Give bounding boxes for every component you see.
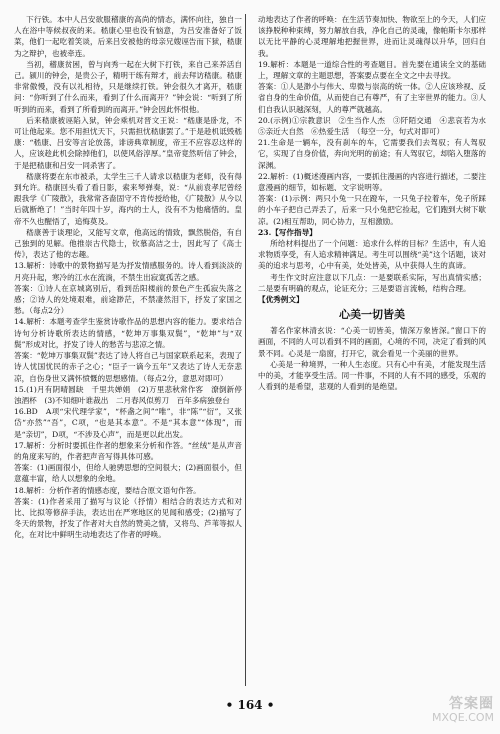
answer-item: 13.解析：诗歌中的景物描写是为抒发情感服务的。诗人看到淡淡的月亮升起，寒冷的江水在流淌，不禁生出寂寞孤苦之感。: [14, 261, 242, 282]
writing-guide-heading: 23.【写作指导】: [258, 227, 317, 237]
paragraph: 心美是一种境界，一种人生态度。只有心中有美，才能发现生活中的美，才能享受生活。同一件事，不同的人有不同的感受，乐观的人看到的是希望，悲观的人看到的是绝望。: [258, 359, 486, 392]
answer-item: 答案：(1)示例：两只小兔一只在蹬车，一只兔子拉着车，兔子所踩的小车子把自己弄丢了，后来一只小兔把它捡起，它们跑到大树下歇凉。(2)相互帮助，同心协力，互相激励。: [258, 194, 486, 226]
left-column: [14, 14, 242, 690]
watermark-logo: [408, 698, 494, 728]
answer-item: 14.解析：本题考查学生鉴赏诗歌作品的思想内容的能力。要求结合诗句分析诗歌所表达的情感，“乾坤万事集双鬓”，“乾坤”与“双鬓”形成对比，抒发了诗人的愁苦与悲凉之情。: [14, 317, 242, 349]
paragraph: 考生作文时应注意以下几点：一是要联系实际，写出真情实感；二是要有明确的观点，论证充分；三是要语言流畅，结构合理。: [258, 272, 486, 293]
answer-item: 15.(1)月有阴晴圆缺 千里共婵娟 (2)万里悲秋常作客 潦倒新停浊酒杯 (3)不知细叶谁裁出 二月春风似剪刀 百年多病独登台: [14, 384, 242, 405]
answer-item: 答案：“乾坤万事集双鬓”表达了诗人将自己与国家联系起来，表现了诗人忧国忧民的赤子之心；“臣子一谪今五年”又表达了诗人无奈悲凉，自伤身世又满怀愤慨的思想感情。（每点2分，意思对即可）: [14, 351, 242, 383]
paragraph: 当初，稽康贫困，曾与向秀一起在大树下打铁，来自己来养活自己。颍川的钟会，是贵公子，精明干练有辩才，前去拜访嵇康。嵇康非常傲慢，没有以礼相待，只是继续打铁。钟会很久才离开，嵇康问：“你听到了什么而来，看到了什么而离开？”钟会说：“听到了所听到的而来，看到了所看到的而离开。”钟会因此怀恨他。: [14, 59, 242, 114]
answer-item: 20.(示例)①宗教意识 ②生当作人杰 ③阡陌交通 ④悲哀若为水 ⑤亲近大自然 ⑥热爱生活 （每空一分，句式对即可）: [258, 115, 486, 137]
watermark-line1: 答案圈: [449, 696, 494, 712]
answer-item: 17.解析：分析时要抓住作者的想象来分析和作答。“丝绒”是从声音的角度来写的，作者把声音写得具体可感。: [14, 440, 242, 461]
sample-essay-heading: 【优秀例文】: [258, 295, 304, 305]
paragraph: 所给材料提出了一个问题：追求什么样的目标？生活中，有人追求物质享受，有人追求精神满足。考生可以围绕“美”这个话题，谈对美的追求与思考，心中有美，处处皆美，从中获得人生的真谛。: [258, 239, 486, 271]
answer-item: 答案：(1)画面很小，但给人驰骋思想的空间很大；(2)画面很小，但意蕴丰富，给人以想象的余地。: [14, 463, 242, 484]
paragraph: 动地表达了作者的呼唤：在生活节奏加快、物欲至上的今天，人们应该挣脱种种束缚，努力解放自我，净化自己的灵魂，像帕斯卡尔那样以无比平静的心灵理解地把握世界，进而让灵魂得以升华，回归自我。: [258, 15, 486, 58]
answer-item: 答案：(1)作者采用了描写与议论（抒情）相结合的表达方式和对比、比拟等修辞手法，表达出在严寒地区的见闻和感受；(2)描写了冬天的景物，抒发了作者对大自然的赞美之情，又将鸟、芦苇等拟人化，在对比中鲜明生动地表达了作者的呼唤。: [14, 496, 242, 540]
column-divider: [245, 14, 246, 686]
answer-item: 答案：①诗人在京城离别后，看到岳阳楼前的景色产生孤寂失落之感；②诗人的处境艰难，前途渺茫，不禁凄然泪下，抒发了家国之愁。（每点2分）: [14, 283, 242, 316]
page-number: • 164 •: [225, 698, 275, 712]
paragraph: 下行铁。本中人吕安欲服稽康的高尚的情态，满怀向往，独自一人在浴中等候叔夜的来。嵇康心里也没有恼意，为吕安准备好了饭菜，他们一起吃着笑谈，后来吕安被他的母亲兄嫂诬告而下狱，嵇康为之辩护，也被牵连。: [14, 15, 242, 58]
essay-title: 心美一切皆美: [339, 308, 405, 322]
paragraph: 嵇康将要在东市被杀，太学生三千人请求以嵇康为老师，没有得到允许。嵇康回头看了看日影，索来琴弹奏，说：“从前袁孝尼曾经跟我学《广陵散》，我常常吝啬固守不肯传授给他，《广陵散》从今以后就断绝了！”当时年四十岁，海内的士人，没有不为他痛惜的。皇帝不久也醒悟了，追悔莫及。: [14, 171, 242, 226]
paragraph: 后来嵇康被诬陷入狱，钟会乘机对晋文王说：“嵇康是卧龙，不可让他起来。您不用担忧天下，只需担忧嵇康罢了。”于是趁机诋毁嵇康：“嵇康、吕安等言论放荡，诽谤典章制度，帝王不应容忍这样的人，应该趁此机会除掉他们，以使风俗淳厚。”皇帝竟然听信了钟会，于是把嵇康和吕安一同杀害了。: [14, 115, 242, 170]
answer-item: 18.解析：分析作者的情感态度，要结合原文语句作答。: [14, 485, 201, 495]
answer-item: 16.BD A项“宋代理学家”，“杯盏之间”“唯”，非“陈”“衍”，又张岱“亦然”“吾”，C项，“也是其本意”。不是“其本意”“体现”，而是“亲切”，D项，“不涉及心声”，而是更以此出发。: [14, 407, 242, 439]
paragraph: 著名作家林清玄说：“心美一切皆美，情深万象皆深。”窗口下的画面，不同的人可以看到不同的画面，心境的不同，决定了看到的风景不同。心灵是一扇窗，打开它，就会看见一个美丽的世界。: [258, 326, 486, 358]
right-column: [258, 14, 486, 690]
answer-item: 22.解析：(1)概述漫画内容，一要抓住漫画的内容进行描述，二要注意漫画的细节，如标题、文字说明等。: [258, 171, 486, 193]
answer-item: 21.生命是一辆车，没有刹车的车，它需要我们去驾驭；有人驾驭它，实现了自身价值，奔向光明的前途；有人驾驭它，却陷入堕落的深渊。: [258, 138, 486, 170]
paragraph: 嵇康善于谈理论，又能写文章，他高远的情致，飘然脱俗，有自己独到的见解。他推崇古代隐士，钦慕高洁之士，因此写了《高士传》，表达了他的志趣。: [14, 227, 242, 260]
answer-item: 答案：①人是渺小与伟大、卑微与崇高的统一体。②人应该珍视、反省自身的生命价值，从而使自己有尊严，有了主宰世界的能力。③人们自我认识越深刻，人的尊严就越高。: [258, 82, 486, 114]
watermark-line2: MXQE.COM: [432, 711, 494, 724]
answer-item: 19.解析：本题是一道综合性的考查题目。首先要在通读全文的基础上，理解文章的主题思想，答案要点要在全文之中去寻找。: [258, 59, 486, 81]
